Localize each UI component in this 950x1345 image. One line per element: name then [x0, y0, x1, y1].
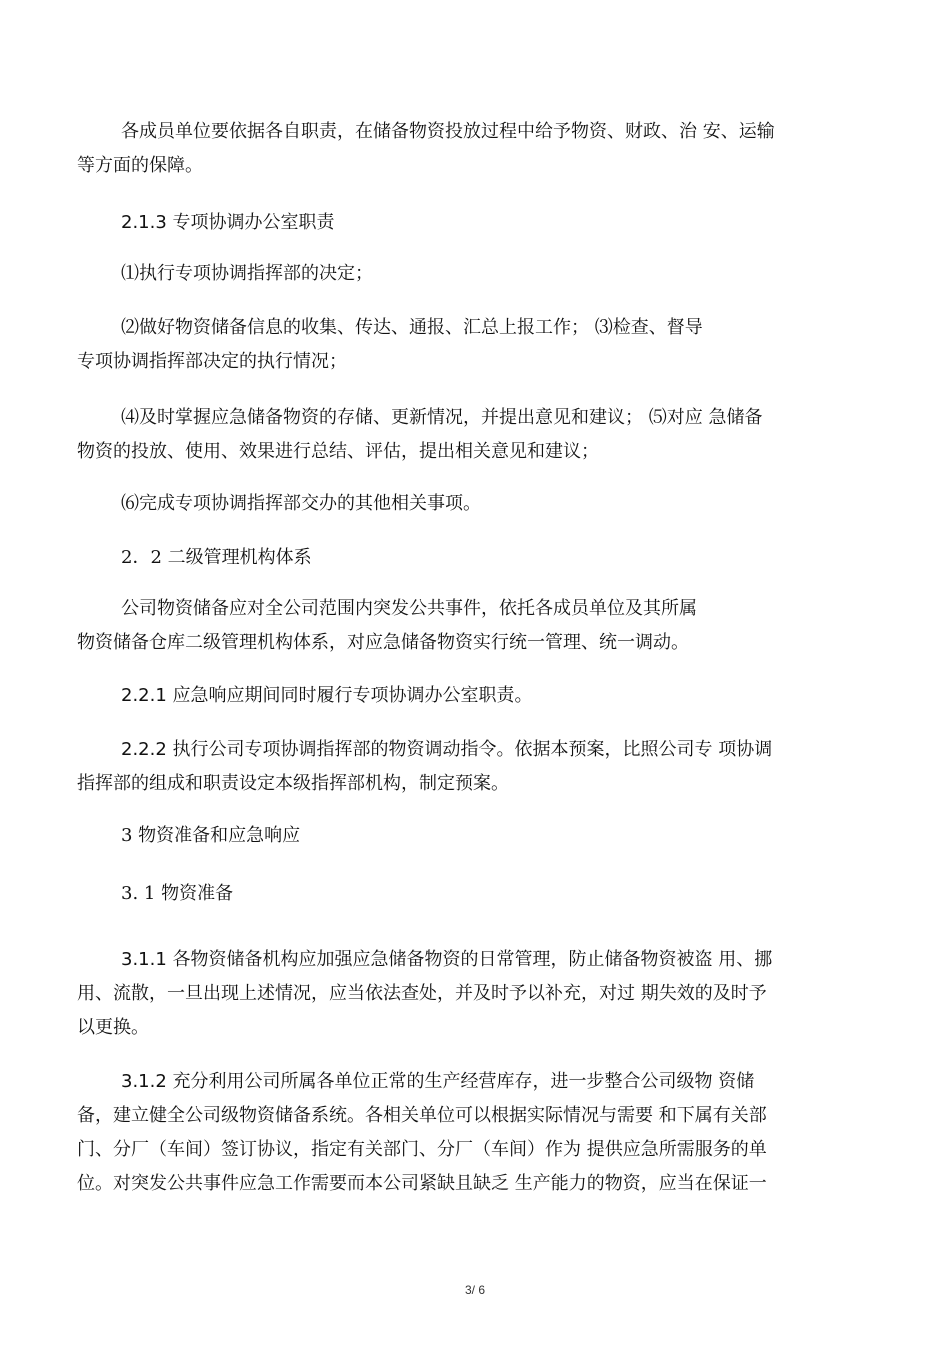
paragraph-line: 位。对突发公共事件应急工作需要而本公司紧缺且缺乏 生产能力的物资，应当在保证一 — [77, 1173, 767, 1194]
paragraph-line: 备，建立健全公司级物资储备系统。各相关单位可以根据实际情况与需要 和下属有关部 — [77, 1105, 767, 1126]
paragraph-line: 2.2.2 执行公司专项协调指挥部的物资调动指令。依据本预案，比照公司专 项协调 — [121, 739, 773, 760]
list-item: ⑹完成专项协调指挥部交办的其他相关事项。 — [121, 493, 481, 514]
list-item: 专项协调指挥部决定的执行情况； — [77, 351, 347, 372]
section-heading: 3 物资准备和应急响应 — [121, 825, 301, 846]
paragraph-line: 3.1.1 各物资储备机构应加强应急储备物资的日常管理，防止储备物资被盗 用、挪 — [121, 949, 773, 970]
paragraph-line: 用、流散，一旦出现上述情况，应当依法查处，并及时予以补充，对过 期失效的及时予 — [77, 983, 767, 1004]
paragraph-line: 物资储备仓库二级管理机构体系，对应急储备物资实行统一管理、统一调动。 — [77, 632, 689, 653]
paragraph-line: 门、分厂（车间）签订协议，指定有关部门、分厂（车间）作为 提供应急所需服务的单 — [77, 1139, 767, 1160]
paragraph-line: 以更换。 — [77, 1017, 149, 1038]
section-heading: 3. 1 物资准备 — [121, 883, 234, 904]
paragraph-line: 3.1.2 充分利用公司所属各单位正常的生产经营库存，进一步整合公司级物 资储 — [121, 1071, 755, 1092]
list-item: ⑵做好物资储备信息的收集、传达、通报、汇总上报工作； ⑶检查、督导 — [121, 317, 703, 338]
list-item: ⑷及时掌握应急储备物资的存储、更新情况，并提出意见和建议； ⑸对应 急储备 — [121, 407, 763, 428]
paragraph-line: 2.2.1 应急响应期间同时履行专项协调办公室职责。 — [121, 685, 533, 706]
paragraph-line: 等方面的保障。 — [77, 155, 203, 176]
list-item: ⑴执行专项协调指挥部的决定； — [121, 263, 373, 284]
list-item: 物资的投放、使用、效果进行总结、评估，提出相关意见和建议； — [77, 441, 599, 462]
paragraph-line: 各成员单位要依据各自职责，在储备物资投放过程中给予物资、财政、治 安、运输 — [121, 121, 775, 142]
paragraph-line: 公司物资储备应对全公司范围内突发公共事件，依托各成员单位及其所属 — [121, 598, 697, 619]
paragraph-line: 指挥部的组成和职责设定本级指挥部机构，制定预案。 — [77, 773, 509, 794]
section-heading: 2.1.3 专项协调办公室职责 — [121, 212, 335, 233]
page-number: 3/ 6 — [464, 1283, 485, 1297]
section-heading: 2．2 二级管理机构体系 — [121, 547, 312, 568]
